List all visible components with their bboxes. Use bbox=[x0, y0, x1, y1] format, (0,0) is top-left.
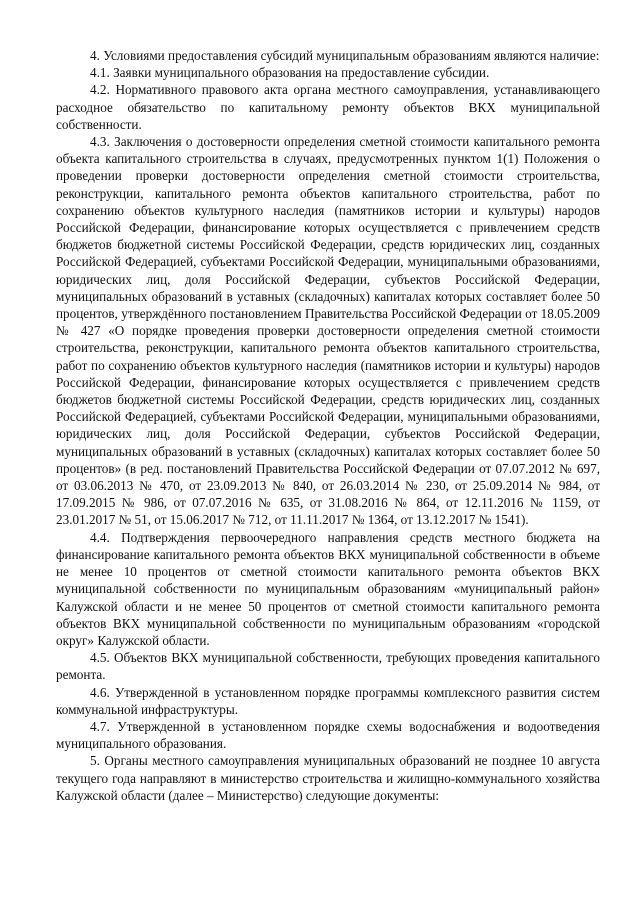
paragraph-4-6: 4.6. Утвержденной в установленном порядке программы комплексного развития систем коммунальной инфраструктуры. bbox=[56, 684, 600, 717]
paragraph-4: 4. Условиями предоставления субсидий муниципальным образованиям являются наличие: bbox=[90, 48, 600, 63]
paragraph-4-7: 4.7. Утвержденной в установленном порядке схемы водоснабжения и водоотведения муниципального образования. bbox=[56, 718, 600, 752]
paragraph-4-1: 4.1. Заявки муниципального образования на предоставление субсидии. bbox=[90, 65, 490, 81]
paragraph-4-5: 4.5. Объектов ВКХ муниципальной собственности, требующих проведения капитального ремонта. bbox=[56, 650, 600, 683]
paragraph-5: 5. Органы местного самоуправления муниципальных образований не позднее 10 августа текущего года направляют в министерство строительства и жилищно-коммунального хозяйства Калужской области (далее – Министерство) следующие документы: bbox=[56, 753, 600, 803]
paragraph-4-3: 4.3. Заключения о достоверности определения сметной стоимости капитального ремонта объекта капитального строительства в случаях, предусмотренных пунктом 1(1) Положения о проведении проверки достоверности определения сметной стоимости строительства, реконструкции, капитального ремонта объектов капитального строительства, работ по сохранению объектов культурного наследия (памятников истории и культуры) народов Российской Федерации, финансирование которых осуществляется с привлечением средств бюджетов бюджетной системы Российской Федерации, средств юридических лиц, созданных Российской Федерацией, субъектами Российской Федерации, муниципальными образованиями, юридических лиц, доля Российской Федерации, субъектов Российской Федерации, муниципальных образований в уставных (складочных) капиталах которых составляет более 50 процентов, утверждённого постановлением Правительства Российской Федерации от 18.05.2009 № 427 «О порядке проведения проверки достоверности определения сметной стоимости строительства, реконструкции, капитального ремонта объектов капитального строительства, работ по сохранению объектов культурного наследия (памятников истории и культуры) народов Российской Федерации, финансирование которых осуществляется с привлечением средств бюджетов бюджетной системы Российской Федерации, средств юридических лиц, созданных Российской Федерацией, субъектами Российской Федерации, муниципальными образованиями, юридических лиц, доля Российской Федерации, субъектов Российской Федерации, муниципальных образований в уставных (складочных) капиталах которых составляет более 50 процентов» (в ред. постановлений Правительства Российской Федерации от 07.07.2012 № 697, от 03.06.2013 № 470, от 23.09.2013 № 840, от 26.03.2014 № 230, от 25.09.2014 № 984, от 17.09.2015 № 986, от 07.07.2016 № 635, от 31.08.2016 № 864, от 12.11.2016 № 1159, от 23.01.2017 № 51, от 15.06.2017 № 712, от 11.11.2017 № 1364, от 13.12.2017 № 1541). bbox=[56, 134, 600, 528]
paragraph-4-2: 4.2. Нормативного правового акта органа местного самоуправления, устанавливающего расходное обязательство по капитальному ремонту объектов ВКХ муниципальной собственности. bbox=[56, 82, 600, 132]
paragraph-4-4: 4.4. Подтверждения первоочередного направления средств местного бюджета на финансирование капитального ремонта объектов ВКХ муниципальной собственности в объеме не менее 10 процентов от сметной стоимости капитального ремонта объектов ВКХ муниципальной собственности по муниципальным образованиям «муниципальный район» Калужской области и не менее 50 процентов от сметной стоимости капитального ремонта объектов ВКХ муниципальной собственности по муниципальным образованиям «городской округ» Калужской области. bbox=[56, 529, 600, 648]
